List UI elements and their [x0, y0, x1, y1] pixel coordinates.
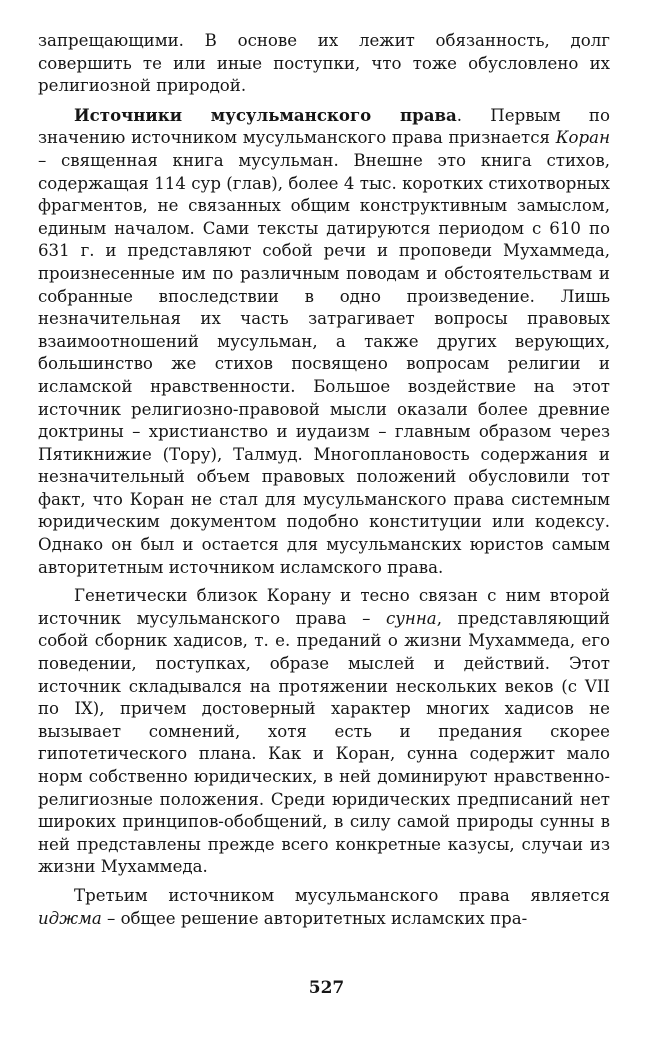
- paragraph-text: Третьим источником мусульманского права является: [74, 885, 610, 905]
- paragraph-text: запрещающими. В основе их лежит обязанность, долг совершить те или иные поступки, что тоже обусловлено их религиозной природой.: [38, 31, 610, 96]
- section-heading: Источники мусульманского права: [74, 104, 457, 125]
- paragraph-ijma: [38, 885, 610, 930]
- paragraph-text: – священная книга мусульман. Внешне это книга стихов, содержащая 114 сур (глав), более 4 тыс. коротких стихотворных фрагментов, не связанных общим конструктивным замыслом, единым началом. Сами тексты датируются периодом с 610 по 631 г. и представляют собой речи и проповеди Мухаммеда, произнесенные им по различным поводам и обстоятельствам и собранные впоследствии в одно произведение. Лишь незначительная их часть затрагивает вопросы правовых взаимоотношений мусульман, а также других верующих, большинство же стихов посвящено вопросам религии и исламской нравственности. Большое воздействие на этот источник религиозно-правовой мысли оказали более древние доктрины – христианство и иудаизм – главным образом через Пятикнижие (Тору), Талмуд. Многоплановость содержания и незначительный объем правовых положений обусловили тот факт, что Коран не стал для мусульманского права системным юридическим документом подобно конституции или кодексу. Однако он был и остается для мусульманских юристов самым авторитетным источником исламского права.: [38, 150, 610, 577]
- italic-term: иджма: [38, 908, 102, 928]
- paragraph-quran: [38, 104, 610, 579]
- paragraph-sunna: [38, 585, 610, 879]
- paragraph-text: Генетически близок Корану и тесно связан с ним второй источник мусульманского права –: [38, 586, 610, 628]
- italic-term: Коран: [555, 128, 610, 148]
- paragraph-continuation: [38, 30, 610, 98]
- paragraph-text: – общее решение авторитетных исламских пра-: [101, 908, 528, 928]
- page-number: 527: [308, 978, 345, 998]
- paragraph-text: . Первым по значению источником мусульманского права признается: [38, 105, 610, 148]
- paragraph-text: , представляющий собой сборник хадисов, т. е. преданий о жизни Мухаммеда, его поведении, поступках, образе мыслей и действий. Этот источник складывался на протяжении нескольких веков (с VII по IX), причем достоверный характер многих хадисов не вызывает сомнений, хотя есть и предания скорее гипотетического плана. Как и Коран, сунна содержит мало норм собственно юридических, в ней доминируют нравственно-религиозные положения. Среди юридических предписаний нет широких принципов-обобщений, в силу самой природы сунны в ней представлены прежде всего конкретные казусы, случаи из жизни Мухаммеда.: [38, 608, 610, 877]
- page-text: [38, 30, 610, 1030]
- italic-term: сунна: [386, 608, 437, 628]
